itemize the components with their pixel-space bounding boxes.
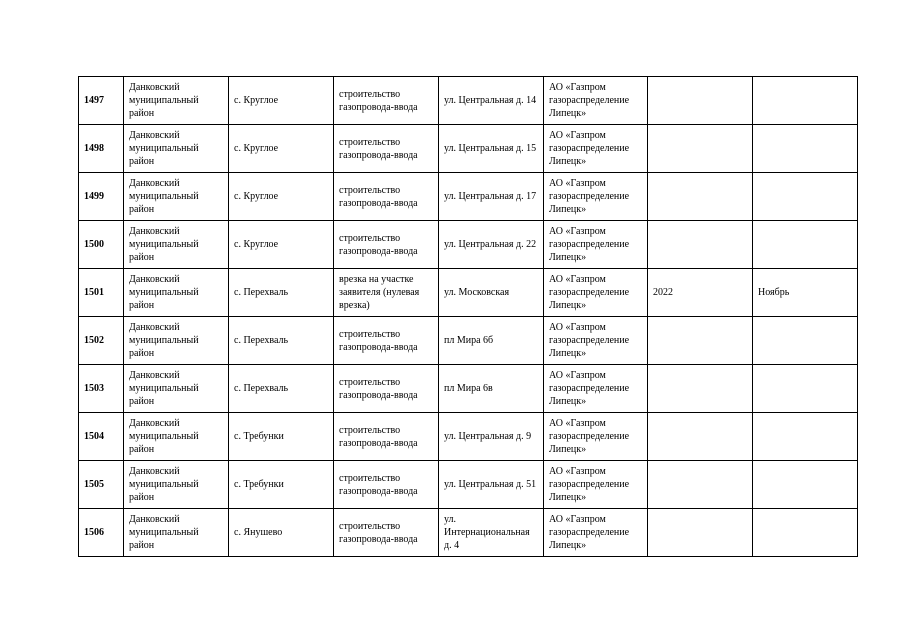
address-cell: ул. Центральная д. 9 — [439, 413, 544, 461]
work-type-cell: врезка на участке заявителя (нулевая врезка) — [334, 269, 439, 317]
organization-cell: АО «Газпром газораспределение Липецк» — [544, 413, 648, 461]
year-cell — [648, 173, 753, 221]
organization-cell: АО «Газпром газораспределение Липецк» — [544, 221, 648, 269]
work-type-cell: строительство газопровода-ввода — [334, 221, 439, 269]
row-number: 1499 — [79, 173, 124, 221]
address-cell: ул. Интернациональная д. 4 — [439, 509, 544, 557]
settlement-cell: с. Янушево — [229, 509, 334, 557]
month-cell — [753, 221, 858, 269]
settlement-cell: с. Перехваль — [229, 365, 334, 413]
organization-cell: АО «Газпром газораспределение Липецк» — [544, 461, 648, 509]
month-cell — [753, 461, 858, 509]
month-cell — [753, 173, 858, 221]
table-row — [79, 77, 858, 125]
month-cell: Ноябрь — [753, 269, 858, 317]
address-cell: ул. Центральная д. 22 — [439, 221, 544, 269]
district-cell: Данковский муниципальный район — [124, 461, 229, 509]
address-cell: ул. Центральная д. 14 — [439, 77, 544, 125]
table-row — [79, 317, 858, 365]
year-cell: 2022 — [648, 269, 753, 317]
gas-connection-table — [78, 76, 858, 557]
district-cell: Данковский муниципальный район — [124, 365, 229, 413]
settlement-cell: с. Требунки — [229, 413, 334, 461]
work-type-cell: строительство газопровода-ввода — [334, 125, 439, 173]
district-cell: Данковский муниципальный район — [124, 413, 229, 461]
district-cell: Данковский муниципальный район — [124, 509, 229, 557]
table-row — [79, 125, 858, 173]
row-number: 1504 — [79, 413, 124, 461]
table-row — [79, 269, 858, 317]
work-type-cell: строительство газопровода-ввода — [334, 317, 439, 365]
row-number: 1501 — [79, 269, 124, 317]
settlement-cell: с. Круглое — [229, 125, 334, 173]
table-row — [79, 413, 858, 461]
year-cell — [648, 221, 753, 269]
year-cell — [648, 413, 753, 461]
work-type-cell: строительство газопровода-ввода — [334, 461, 439, 509]
row-number: 1503 — [79, 365, 124, 413]
settlement-cell: с. Круглое — [229, 221, 334, 269]
settlement-cell: с. Круглое — [229, 77, 334, 125]
work-type-cell: строительство газопровода-ввода — [334, 77, 439, 125]
table-row — [79, 173, 858, 221]
district-cell: Данковский муниципальный район — [124, 173, 229, 221]
year-cell — [648, 365, 753, 413]
district-cell: Данковский муниципальный район — [124, 125, 229, 173]
organization-cell: АО «Газпром газораспределение Липецк» — [544, 269, 648, 317]
month-cell — [753, 317, 858, 365]
year-cell — [648, 461, 753, 509]
district-cell: Данковский муниципальный район — [124, 77, 229, 125]
row-number: 1497 — [79, 77, 124, 125]
organization-cell: АО «Газпром газораспределение Липецк» — [544, 125, 648, 173]
address-cell: пл Мира 6в — [439, 365, 544, 413]
year-cell — [648, 125, 753, 173]
district-cell: Данковский муниципальный район — [124, 221, 229, 269]
month-cell — [753, 413, 858, 461]
organization-cell: АО «Газпром газораспределение Липецк» — [544, 365, 648, 413]
address-cell: пл Мира 6б — [439, 317, 544, 365]
organization-cell: АО «Газпром газораспределение Липецк» — [544, 509, 648, 557]
work-type-cell: строительство газопровода-ввода — [334, 365, 439, 413]
settlement-cell: с. Требунки — [229, 461, 334, 509]
work-type-cell: строительство газопровода-ввода — [334, 413, 439, 461]
row-number: 1500 — [79, 221, 124, 269]
year-cell — [648, 77, 753, 125]
table-body — [79, 77, 858, 557]
month-cell — [753, 365, 858, 413]
table-row — [79, 509, 858, 557]
table-row — [79, 365, 858, 413]
year-cell — [648, 317, 753, 365]
row-number: 1498 — [79, 125, 124, 173]
organization-cell: АО «Газпром газораспределение Липецк» — [544, 317, 648, 365]
work-type-cell: строительство газопровода-ввода — [334, 173, 439, 221]
row-number: 1502 — [79, 317, 124, 365]
address-cell: ул. Московская — [439, 269, 544, 317]
organization-cell: АО «Газпром газораспределение Липецк» — [544, 173, 648, 221]
address-cell: ул. Центральная д. 15 — [439, 125, 544, 173]
organization-cell: АО «Газпром газораспределение Липецк» — [544, 77, 648, 125]
work-type-cell: строительство газопровода-ввода — [334, 509, 439, 557]
district-cell: Данковский муниципальный район — [124, 317, 229, 365]
month-cell — [753, 509, 858, 557]
address-cell: ул. Центральная д. 51 — [439, 461, 544, 509]
district-cell: Данковский муниципальный район — [124, 269, 229, 317]
table-row — [79, 461, 858, 509]
row-number: 1505 — [79, 461, 124, 509]
settlement-cell: с. Перехваль — [229, 317, 334, 365]
settlement-cell: с. Круглое — [229, 173, 334, 221]
year-cell — [648, 509, 753, 557]
month-cell — [753, 125, 858, 173]
row-number: 1506 — [79, 509, 124, 557]
table-row — [79, 221, 858, 269]
month-cell — [753, 77, 858, 125]
address-cell: ул. Центральная д. 17 — [439, 173, 544, 221]
settlement-cell: с. Перехваль — [229, 269, 334, 317]
